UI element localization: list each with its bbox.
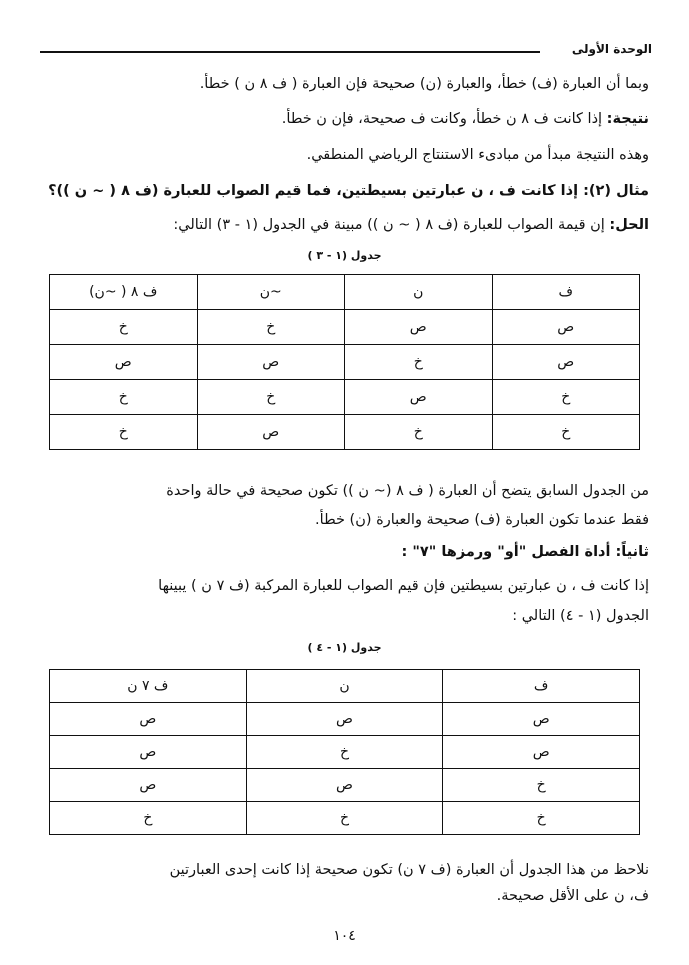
table-cell: ص bbox=[492, 345, 640, 380]
header-cell: ~ن bbox=[197, 275, 345, 310]
table-cell: ص bbox=[50, 345, 198, 380]
table-cell: خ bbox=[246, 736, 443, 769]
table-cell: ص bbox=[345, 310, 493, 345]
table-cell: ص bbox=[197, 345, 345, 380]
table-cell: ص bbox=[246, 769, 443, 802]
table-cell: خ bbox=[345, 415, 493, 450]
table-cell: ص bbox=[443, 703, 640, 736]
table-cell: خ bbox=[50, 310, 198, 345]
table-cell: ص bbox=[50, 769, 247, 802]
table-row bbox=[50, 345, 640, 380]
table-cell: خ bbox=[50, 380, 198, 415]
table-row bbox=[50, 380, 640, 415]
table-1-caption: جدول (١ - ٣ ) bbox=[307, 249, 382, 262]
paragraph-line-10: الجدول (١ - ٤) التالي : bbox=[512, 608, 649, 624]
table-cell: خ bbox=[443, 769, 640, 802]
unit-title: الوحدة الأولى bbox=[571, 42, 652, 56]
truth-table-2 bbox=[49, 669, 640, 835]
table-cell: ص bbox=[197, 415, 345, 450]
table-cell: خ bbox=[50, 802, 247, 835]
solution-text: إن قيمة الصواب للعبارة (ف ٨ ( ~ ن )) مبينة في الجدول (١ - ٣) التالي: bbox=[173, 217, 610, 233]
table-cell: خ bbox=[197, 310, 345, 345]
table-cell: خ bbox=[246, 802, 443, 835]
table-row bbox=[50, 736, 640, 769]
header-cell: ف ٧ ن bbox=[50, 670, 247, 703]
paragraph-line-6: من الجدول السابق يتضح أن العبارة ( ف ٨ (~ ن )) تكون صحيحة في حالة واحدة bbox=[166, 483, 649, 499]
table-header-row bbox=[50, 670, 640, 703]
table-cell: خ bbox=[492, 415, 640, 450]
table-row bbox=[50, 415, 640, 450]
paragraph-line-11: نلاحظ من هذا الجدول أن العبارة (ف ٧ ن) تكون صحيحة إذا كانت إحدى العبارتين bbox=[169, 862, 649, 878]
table-cell: خ bbox=[492, 380, 640, 415]
header-cell: ن bbox=[246, 670, 443, 703]
result-text: إذا كانت ف ٨ ن خطأ، وكانت ف صحيحة، فإن ن خطأ. bbox=[281, 111, 607, 127]
example-2-line: مثال (٢): إذا كانت ف ، ن عبارتين بسيطتين، فما قيم الصواب للعبارة (ف ٨ ( ~ ن ))؟ bbox=[48, 183, 649, 199]
table-cell: خ bbox=[443, 802, 640, 835]
table-cell: ص bbox=[50, 703, 247, 736]
table-2-caption: جدول (١ - ٤ ) bbox=[307, 641, 382, 654]
paragraph-line-3: وهذه النتيجة مبدأ من مبادىء الاستنتاج الرياضي المنطقي. bbox=[306, 147, 649, 163]
table-cell: ص bbox=[345, 380, 493, 415]
solution-line bbox=[173, 215, 649, 235]
section-heading-or: ثانياً: أداة الفصل "أو" ورمزها "٧" : bbox=[401, 544, 649, 560]
truth-table-1 bbox=[49, 274, 640, 450]
result-label: نتيجة: bbox=[606, 111, 649, 127]
table-row bbox=[50, 310, 640, 345]
table-row bbox=[50, 802, 640, 835]
paragraph-line-1: وبما أن العبارة (ف) خطأ، والعبارة (ن) صحيحة فإن العبارة ( ف ٨ ن ) خطأ. bbox=[199, 76, 649, 92]
paragraph-line-12: ف، ن على الأقل صحيحة. bbox=[496, 888, 649, 904]
table-cell: ص bbox=[443, 736, 640, 769]
header-cell: ن bbox=[345, 275, 493, 310]
table-row bbox=[50, 703, 640, 736]
header-cell: ف bbox=[492, 275, 640, 310]
header-cell: ف bbox=[443, 670, 640, 703]
table-cell: ص bbox=[246, 703, 443, 736]
page-number: ١٠٤ bbox=[333, 928, 356, 944]
table-row bbox=[50, 769, 640, 802]
table-cell: خ bbox=[345, 345, 493, 380]
paragraph-line-7: فقط عندما تكون العبارة (ف) صحيحة والعبارة (ن) خطأ. bbox=[315, 512, 649, 528]
table-header-row bbox=[50, 275, 640, 310]
table-cell: خ bbox=[50, 415, 198, 450]
running-header bbox=[40, 42, 652, 60]
result-line bbox=[282, 109, 649, 129]
table-cell: ص bbox=[50, 736, 247, 769]
paragraph-line-9: إذا كانت ف ، ن عبارتين بسيطتين فإن قيم الصواب للعبارة المركبة (ف ٧ ن ) يبينها bbox=[158, 578, 649, 594]
header-rule bbox=[40, 51, 540, 53]
table-cell: ص bbox=[492, 310, 640, 345]
solution-label: الحل: bbox=[609, 217, 649, 233]
header-cell: ف ٨ ( ~ن) bbox=[50, 275, 198, 310]
table-cell: خ bbox=[197, 380, 345, 415]
